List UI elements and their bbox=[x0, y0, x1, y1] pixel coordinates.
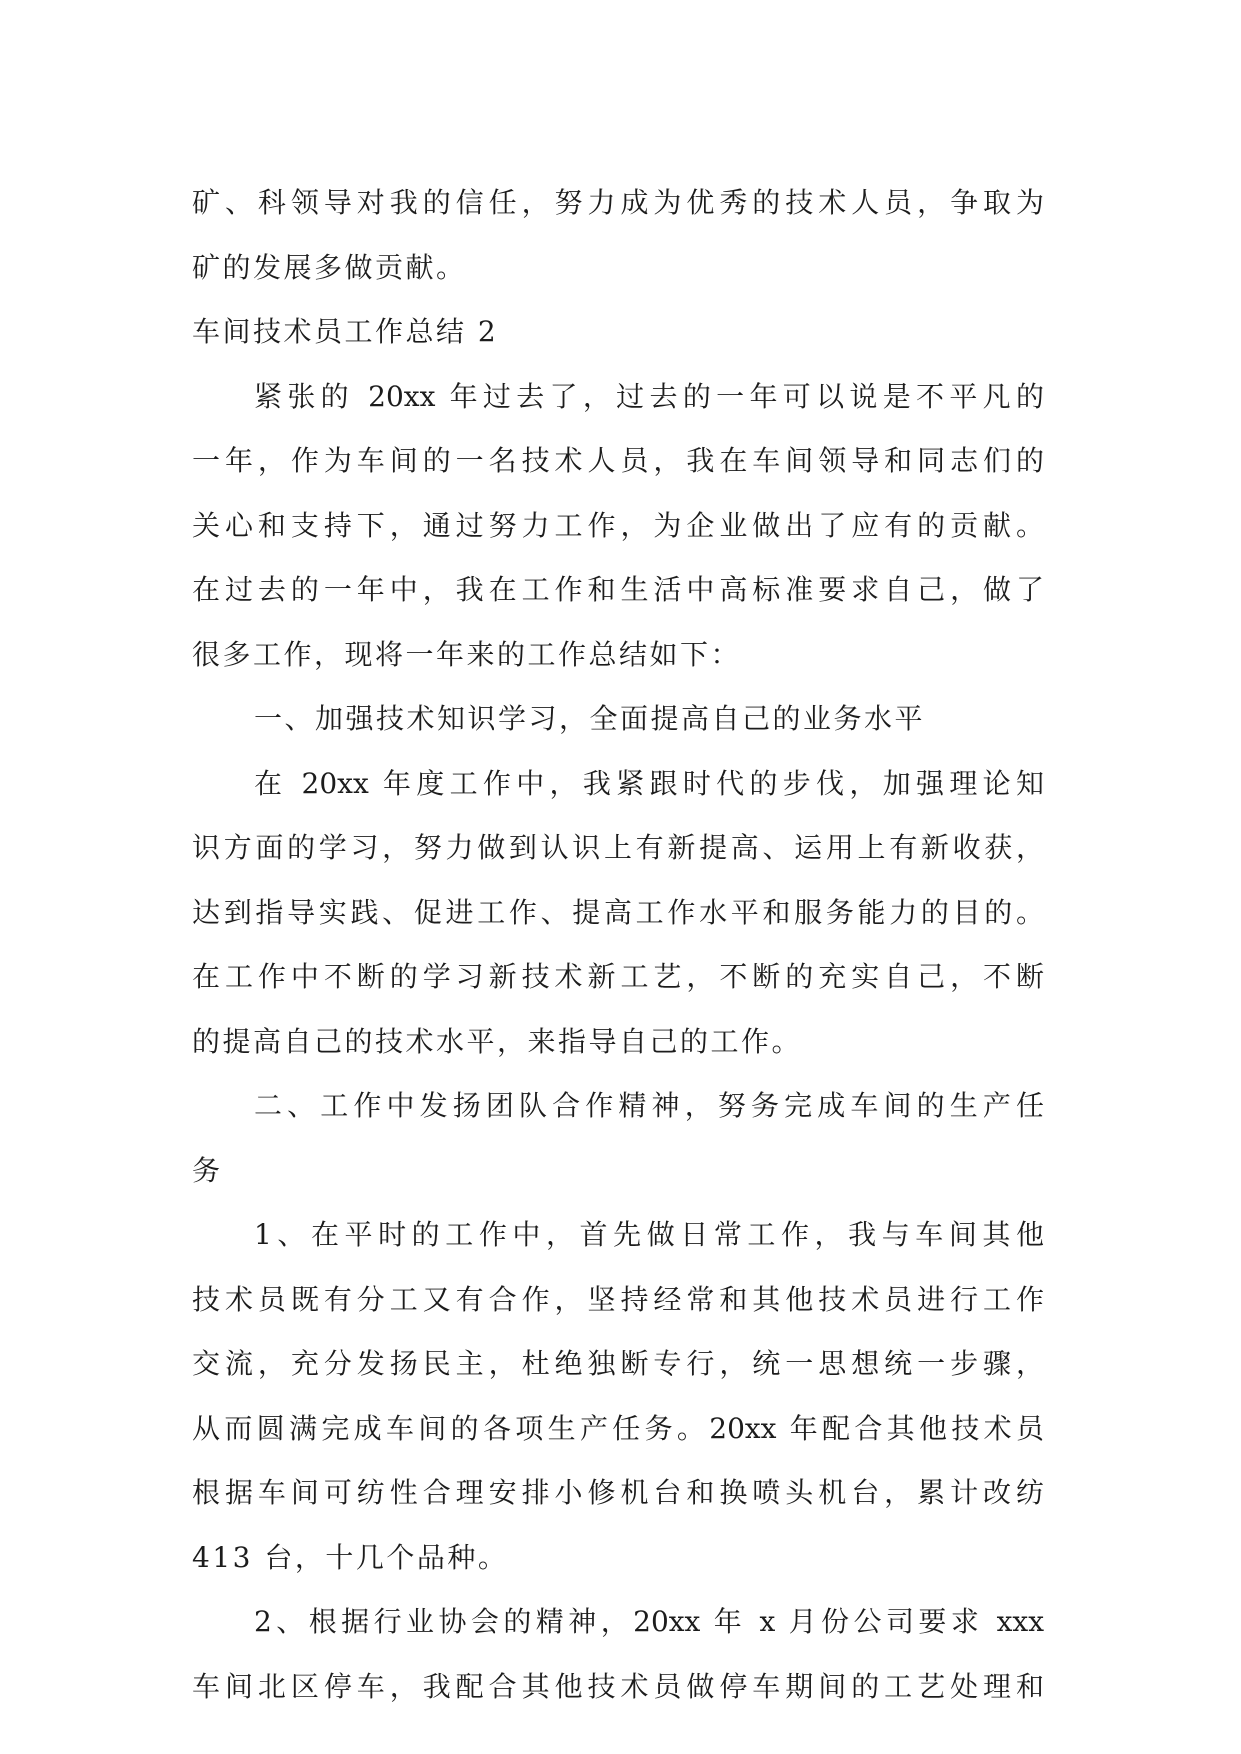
paragraph-line: 矿、科领导对我的信任，努力成为优秀的技术人员，争取为 bbox=[192, 186, 1044, 219]
paragraph-line: 在工作中不断的学习新技术新工艺，不断的充实自己，不断 bbox=[192, 960, 1044, 993]
paragraph-line: 根据车间可纺性合理安排小修机台和换喷头机台，累计改纺 bbox=[192, 1476, 1044, 1509]
paragraph-line: 在 20xx 年度工作中，我紧跟时代的步伐，加强理论知 bbox=[254, 767, 1044, 800]
paragraph-line: 2、根据行业协会的精神，20xx 年 x 月份公司要求 xxx bbox=[254, 1605, 1044, 1638]
section-heading: 车间技术员工作总结 2 bbox=[192, 315, 499, 348]
paragraph-line: 交流，充分发扬民主，杜绝独断专行，统一思想统一步骤， bbox=[192, 1347, 1044, 1380]
paragraph-line: 从而圆满完成车间的各项生产任务。20xx 年配合其他技术员 bbox=[192, 1412, 1044, 1445]
paragraph-line: 技术员既有分工又有合作，坚持经常和其他技术员进行工作 bbox=[192, 1283, 1044, 1316]
paragraph-line: 识方面的学习，努力做到认识上有新提高、运用上有新收获， bbox=[192, 831, 1044, 864]
paragraph-line: 的提高自己的技术水平，来指导自己的工作。 bbox=[192, 1025, 803, 1058]
paragraph-line: 关心和支持下，通过努力工作，为企业做出了应有的贡献。 bbox=[192, 509, 1044, 542]
subheading: 二、工作中发扬团队合作精神，努务完成车间的生产任 bbox=[254, 1089, 1044, 1122]
paragraph-line: 很多工作，现将一年来的工作总结如下： bbox=[192, 638, 742, 671]
paragraph-line: 1、在平时的工作中，首先做日常工作，我与车间其他 bbox=[254, 1218, 1044, 1251]
paragraph-line: 413 台，十几个品种。 bbox=[192, 1541, 509, 1574]
subheading: 一、加强技术知识学习，全面提高自己的业务水平 bbox=[254, 702, 926, 735]
paragraph-line: 达到指导实践、促进工作、提高工作水平和服务能力的目的。 bbox=[192, 896, 1044, 929]
paragraph-line: 在过去的一年中，我在工作和生活中高标准要求自己，做了 bbox=[192, 573, 1044, 606]
paragraph-line: 车间北区停车，我配合其他技术员做停车期间的工艺处理和 bbox=[192, 1670, 1044, 1703]
paragraph-line: 紧张的 20xx 年过去了，过去的一年可以说是不平凡的 bbox=[254, 380, 1044, 413]
paragraph-line: 一年，作为车间的一名技术人员，我在车间领导和同志们的 bbox=[192, 444, 1044, 477]
paragraph-line: 矿的发展多做贡献。 bbox=[192, 251, 467, 284]
subheading: 务 bbox=[192, 1154, 223, 1187]
